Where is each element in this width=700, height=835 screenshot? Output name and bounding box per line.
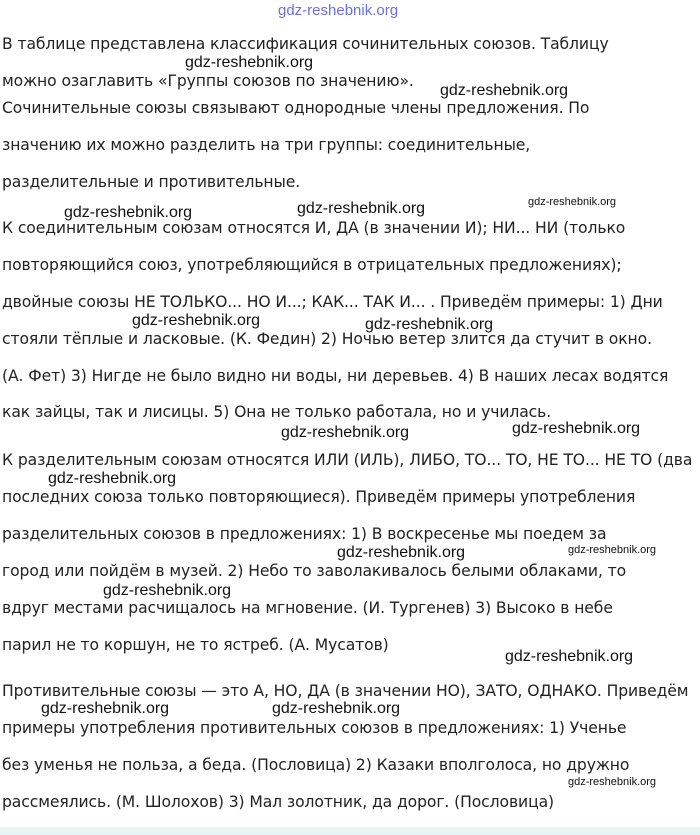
watermark: gdz-reshebnik.org: [278, 2, 399, 19]
watermark: gdz-reshebnik.org: [185, 54, 314, 71]
watermark: gdz-reshebnik.org: [505, 648, 634, 665]
text-line: (А. Фет) 3) Нигде не было видно ни воды, ни деревьев. 4) В наших лесах водятся: [2, 367, 669, 385]
bottom-strip: [0, 827, 700, 835]
text-line: парил не то коршун, не то ястреб. (А. Мусатов): [2, 636, 389, 654]
text-line: значению их можно разделить на три группы: соединительные,: [2, 136, 531, 154]
watermark: gdz-reshebnik.org: [41, 700, 170, 717]
watermark: gdz-reshebnik.org: [337, 544, 466, 561]
watermark: gdz-reshebnik.org: [132, 312, 261, 329]
watermark: gdz-reshebnik.org: [365, 316, 494, 333]
watermark: gdz-reshebnik.org: [512, 420, 641, 437]
text-line: разделительных союзов в предложениях: 1) В воскресенье мы поедем за: [2, 525, 607, 543]
watermark: gdz-reshebnik.org: [297, 200, 426, 217]
text-line: Противительные союзы — это А, НО, ДА (в значении НО), ЗАТО, ОДНАКО. Приведём: [2, 682, 689, 700]
text-line: стояли тёплые и ласковые. (К. Федин) 2) Ночью ветер злится да стучит в окно.: [2, 330, 652, 348]
text-line: город или пойдём в музей. 2) Небо то заволакивалось белыми облаками, то: [2, 562, 627, 580]
text-line: можно озаглавить «Группы союзов по значению».: [2, 72, 414, 90]
text-line: В таблице представлена классификация сочинительных союзов. Таблицу: [2, 35, 609, 53]
text-line: двойные союзы НЕ ТОЛЬКО... НО И...; КАК... ТАК И... . Приведём примеры: 1) Дни: [2, 293, 663, 311]
text-line: разделительные и противительные.: [2, 173, 301, 191]
watermark: gdz-reshebnik.org: [568, 544, 657, 556]
watermark: gdz-reshebnik.org: [48, 470, 177, 487]
watermark: gdz-reshebnik.org: [103, 582, 232, 599]
watermark: gdz-reshebnik.org: [64, 204, 193, 221]
text-line: повторяющийся союз, употребляющийся в отрицательных предложениях);: [2, 256, 622, 274]
watermark: gdz-reshebnik.org: [440, 82, 569, 99]
text-line: как зайцы, так и лисицы. 5) Она не только работала, но и училась.: [2, 403, 552, 421]
text-line: К разделительным союзам относятся ИЛИ (ИЛЬ), ЛИБО, ТО... ТО, НЕ ТО... НЕ ТО (два: [2, 451, 693, 469]
watermark: gdz-reshebnik.org: [272, 700, 401, 717]
watermark: gdz-reshebnik.org: [568, 776, 657, 788]
text-line: примеры употребления противительных союзов в предложениях: 1) Ученье: [2, 719, 627, 737]
text-line: последних союза только повторяющиеся). Приведём примеры употребления: [2, 488, 636, 506]
text-line: рассмеялись. (М. Шолохов) 3) Мал золотник, да дорог. (Пословица): [2, 793, 555, 811]
text-line: вдруг местами расчищалось на мгновение. (И. Тургенев) 3) Высоко в небе: [2, 599, 613, 617]
text-line: без уменья не польза, а беда. (Пословица) 2) Казаки вполголоса, но дружно: [2, 756, 630, 774]
watermark: gdz-reshebnik.org: [528, 196, 617, 208]
text-line: Сочинительные союзы связывают однородные члены предложения. По: [2, 99, 590, 117]
text-line: К соединительным союзам относятся И, ДА (в значении И); НИ... НИ (только: [2, 219, 626, 237]
watermark: gdz-reshebnik.org: [281, 424, 410, 441]
